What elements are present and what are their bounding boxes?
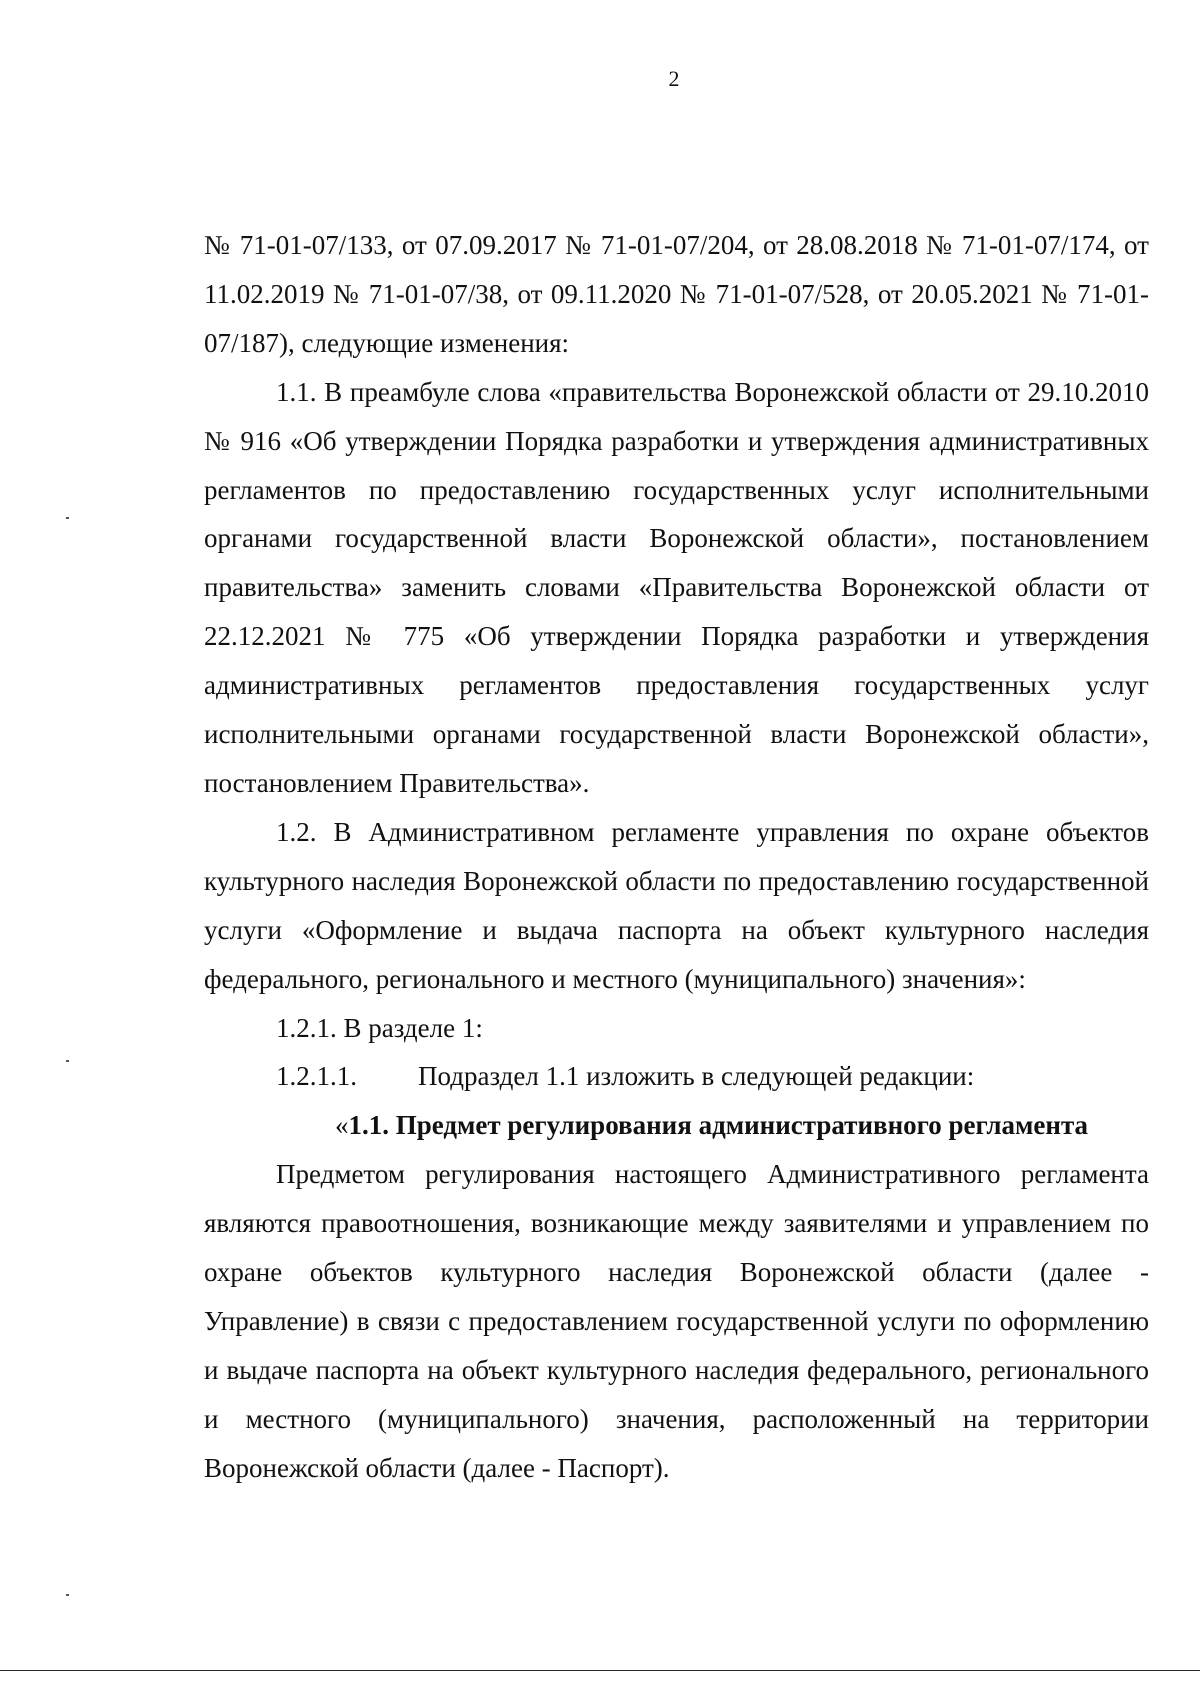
scan-artifact [66, 1060, 69, 1062]
heading-open-quote: « [334, 1110, 349, 1141]
bottom-scan-line [0, 1670, 1200, 1671]
scan-artifact [66, 1594, 69, 1596]
subject-paragraph: Предметом регулирования настоящего Административного регламента являются правоотношения, возникающие между заявителями и управлением по охране объектов культурного наследия Воронежской области (далее - Управление) в связи с предоставлением государственной услуги по оформлению и выдаче паспорта на объект культурного наследия федерального, регионального и местного (муниципального) значения, расположенный на территории Воронежской области (далее - Паспорт). [204, 1159, 1149, 1483]
paragraph-1-1: 1.1. В преамбуле слова «правительства Воронежской области от 29.10.2010 № 916 «Об утверждении Порядка разработки и утверждения административных регламентов по предоставлению государственных услуг исполнительными органами государственной власти Воронежской области», постановлением правительства» заменить словами «Правительства Воронежской области от 22.12.2021 № 775 «Об утверждении Порядка разработки и утверждения административных регламентов предоставления государственных услуг исполнительными органами государственной власти Воронежской области», постановлением Правительства». [204, 376, 1149, 798]
paragraph-1-2-1: 1.2.1. В разделе 1: [276, 1012, 483, 1043]
section-heading [204, 1101, 1149, 1150]
item-text: Подраздел 1.1 изложить в следующей редакции: [418, 1061, 975, 1092]
item-number: 1.2.1.1. [276, 1061, 357, 1092]
paragraph-1-2: 1.2. В Административном регламенте управления по охране объектов культурного наследия Воронежской области по предоставлению государственной услуги «Оформление и выдача паспорта на объект культурного наследия федерального, регионального и местного (муниципального) значения»: [204, 816, 1149, 994]
paragraph-1-2-1-1 [276, 1052, 1149, 1101]
heading-text: 1.1. Предмет регулирования административного регламента [348, 1110, 1089, 1141]
scan-artifact [66, 517, 69, 519]
document-body [204, 221, 1149, 1493]
intro-paragraph: № 71-01-07/133, от 07.09.2017 № 71-01-07/204, от 28.08.2018 № 71-01-07/174, от 11.02.2019 № 71-01-07/38, от 09.11.2020 № 71-01-07/528, от 20.05.2021 № 71-01-07/187), следующие изменения: [204, 230, 1149, 358]
page-number: 2 [668, 66, 680, 91]
